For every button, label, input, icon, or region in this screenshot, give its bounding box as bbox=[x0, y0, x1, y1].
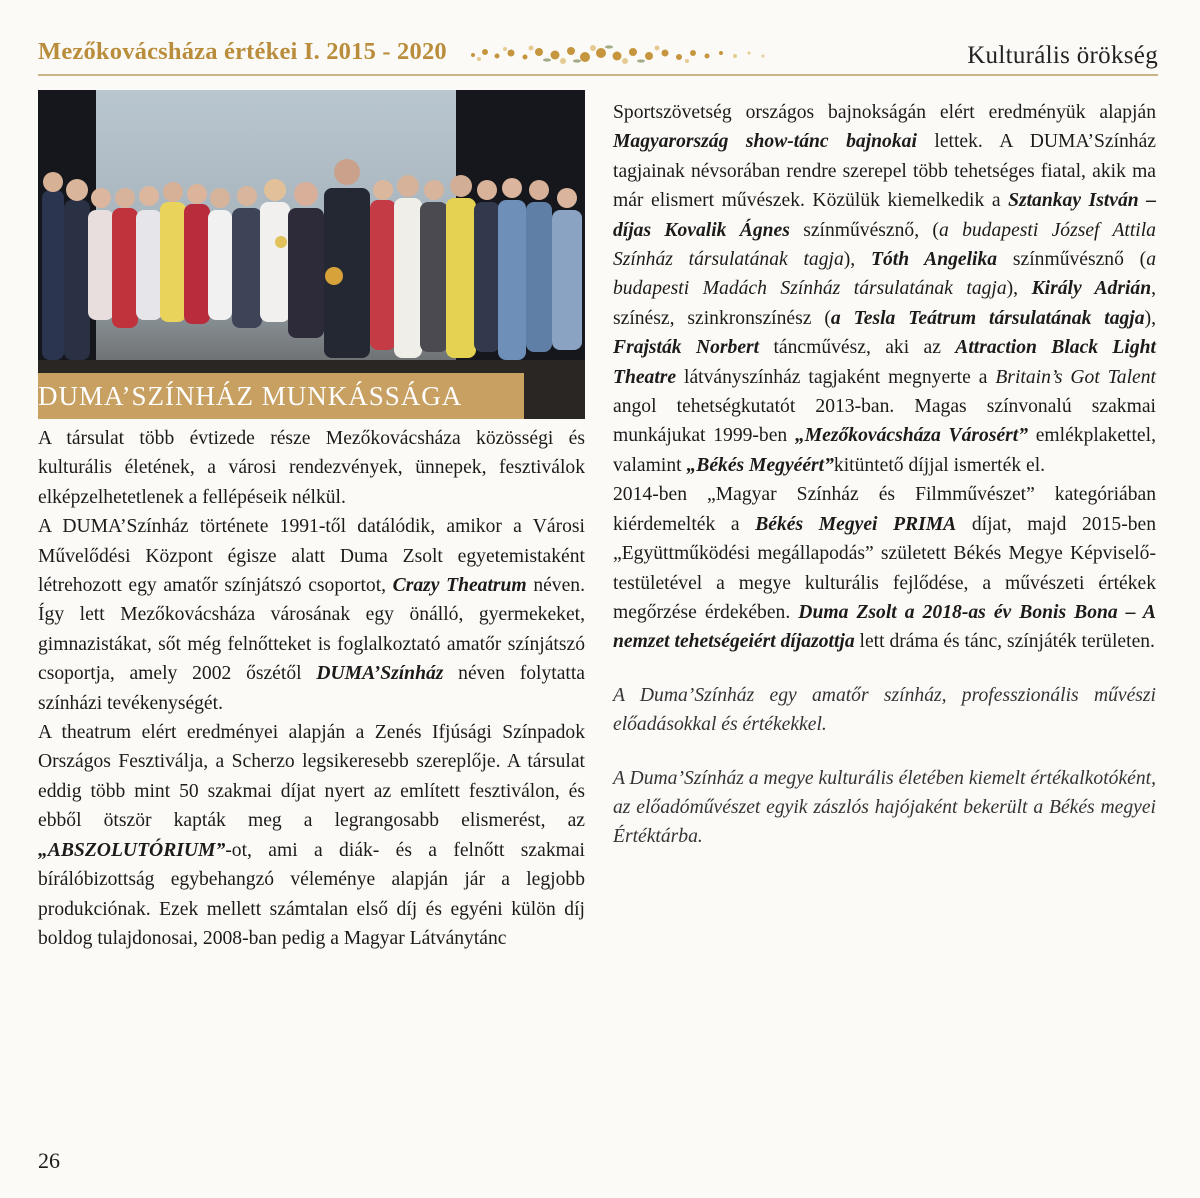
running-header-title: Mezőkovácsháza értékei I. 2015 - 2020 bbox=[38, 38, 447, 65]
paragraph: A DUMA’Színház története 1991-től datálódik, amikor a Városi Művelődési Központ égisze alatt Duma Zsolt egyetemistaként létrehozott egy amatőr színjátszó csoportot, Crazy Theatrum néven. Így lett Mezőkovácsháza városának egy önálló, gyermekeket, gimnazistákat, sőt még felnőtteket is foglalkoztató amatőr színjátszó csoportja, amely 2002 őszétől DUMA’Színház néven folytatta színházi tevékenységét. bbox=[38, 516, 585, 714]
group-photo-image bbox=[38, 90, 585, 419]
photo-caption: DUMA’SZÍNHÁZ MUNKÁSSÁGA bbox=[38, 373, 524, 419]
section-title: Kulturális örökség bbox=[967, 42, 1158, 69]
paragraph: A theatrum elért eredményei alapján a Zenés Ifjúsági Színpadok Országos Fesztiválja, a Scherzo legsikeresebb szereplője. A társulat eddig több mint 50 szakmai díjat nyert az említett fesztiválon, és ebből ötször kapták meg a legrangosabb elismerést, az „ABSZOLUTÓRIUM”-ot, ami a diák- és a felnőtt szakmai bírálóbizottság egybehangzó véleménye alapján jár a legjobb produkciónak. Ezek mellett számtalan első díj és egyéni külön díj boldog tulajdonosai, 2008-ban pedig a Magyar Látványtánc bbox=[38, 722, 585, 949]
floral-ornament-icon bbox=[465, 42, 790, 68]
page-number: 26 bbox=[38, 1148, 60, 1173]
left-column bbox=[38, 424, 585, 953]
paragraph: Sportszövetség országos bajnokságán elért eredményük alapján Magyarország show-tánc bajnokai lettek. A DUMA’Színház tagjainak névsorában rendre szerepel több tehetséges fiatal, akik ma már elismert művészek. Közülük kiemelkedik a Sztankay István – díjas Kovalik Ágnes színművésznő, (a budapesti József Attila Színház társulatának tagja), Tóth Angelika színművésznő (a budapesti Madách Színház társulatának tagja), Király Adrián, színész, szinkronszínész (a Tesla Teátrum társulatának tagja), Frajsták Norbert táncművész, aki az Attraction Black Light Theatre látványszínház tagjaként megnyerte a Britain’s Got Talent angol tehetségkutatót 2013-ban. Magas színvonalú szakmai munkájukat 1999-ben „Mezőkovácsháza Városért” emlékplakettel, valamint „Békés Megyéért”kitüntető díjjal ismerték el. bbox=[613, 102, 1156, 476]
header-divider bbox=[38, 74, 1158, 76]
paragraph: A társulat több évtizede része Mezőkovácsháza közösségi és kulturális életének, a városi rendezvények, ünnepek, fesztiválok elképzelhetetlenek a fellépéseik nélkül. bbox=[38, 428, 585, 508]
highlight-quote: A Duma’Színház a megye kulturális életében kiemelt értékalkotóként, az előadóművészet egyik zászlós hajójaként bekerült a Békés megyei Értéktárba. bbox=[613, 767, 1156, 848]
right-column bbox=[613, 98, 1156, 852]
highlight-quote: A Duma’Színház egy amatőr színház, professzionális művészi előadásokkal és értékekkel. bbox=[613, 684, 1156, 736]
paragraph: 2014-ben „Magyar Színház és Filmművészet” kategóriában kiérdemelték a Békés Megyei PRIMA díjat, majd 2015-ben „Együttműködési megállapodás” született Békés Megye Képviselő-testületével a megye kulturális fejlődése, a művészeti értékek megőrzése érdekében. Duma Zsolt a 2018-as év Bonis Bona – A nemzet tehetségeiért díjazottja lett dráma és tánc, színjáték területen. bbox=[613, 484, 1157, 653]
